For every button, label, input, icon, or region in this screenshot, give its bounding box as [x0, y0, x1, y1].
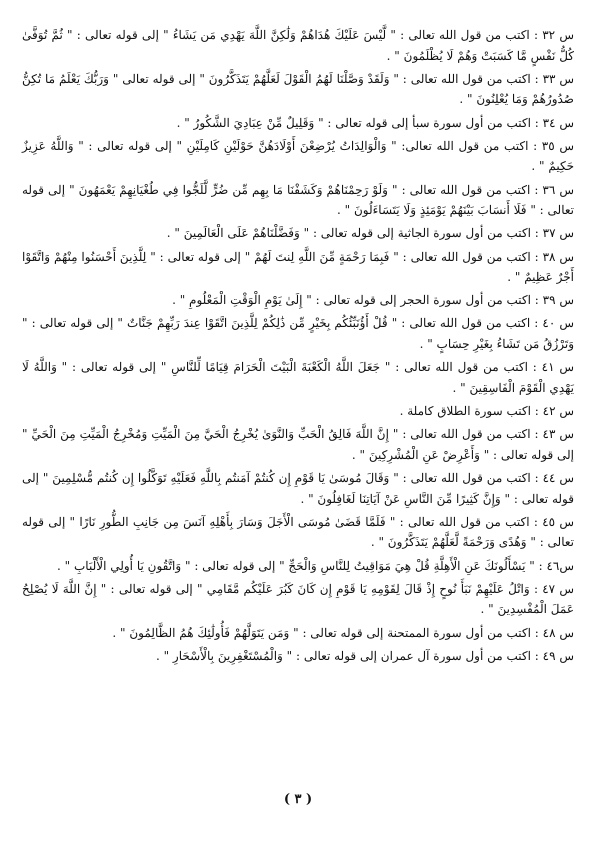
question-number: س ٤٧ :	[533, 581, 575, 596]
question-text: اكتب من قول الله تعالى: " وَالْوَالِدَاتُ يُرْضِعْنَ أَوْلَادَهُنَّ حَوْلَيْنِ كَامِلَيْنِ " إلى قوله تعالى : " وَاللَّهُ عَزِيزٌ حَكِيمٌ " .	[22, 138, 574, 174]
question-number: س ٣٩ :	[534, 293, 574, 308]
question-item	[22, 424, 574, 465]
question-number: س ٣٧ :	[534, 226, 574, 241]
question-text: اكتب من قول الله تعالى : " قُلْ أَؤُنَبِّئُكُم بِخَيْرٍ مِّن ذَٰلِكُمْ لِلَّذِينَ اتَّقَوْا عِندَ رَبِّهِمْ جَنَّاتٌ " إلى قوله تعالى : " وَتَرْزُقُ مَن تَشَاءُ بِغَيْرِ حِسَابٍ " .	[22, 316, 574, 352]
question-item	[22, 401, 574, 422]
question-text: اكتب من أول سورة الجاثية إلى قوله تعالى : " وَفَضَّلْنَاهُمْ عَلَى الْعَالَمِينَ " .	[166, 226, 531, 241]
page-number: ( ٣ )	[283, 792, 313, 807]
question-number: س ٤٣ :	[534, 427, 574, 442]
question-number: س ٤٤ :	[534, 471, 574, 485]
question-number: س ٤٩ :	[534, 648, 574, 663]
question-item	[22, 646, 574, 667]
question-text: اكتب من قول الله تعالى : " إِنَّ اللَّهَ فَالِقُ الْحَبِّ وَالنَّوَىٰ يُخْرِجُ الْحَيَّ مِنَ الْمَيِّتِ وَمُخْرِجُ الْمَيِّتِ مِنَ الْحَيِّ " إلى قوله تعالى : " وَأَعْرِضْ عَنِ الْمُشْرِكِينَ " .	[22, 427, 574, 462]
question-number: س ٣٨ :	[534, 249, 574, 264]
question-text: اكتب من قول الله تعالى : " وَلَوْ رَحِمْنَاهُمْ وَكَشَفْنَا مَا بِهِم مِّن ضُرٍّ لَّلَجُّوا فِي طُغْيَانِهِمْ يَعْمَهُونَ " إلى قوله تعالى : " فَلَا أَنسَابَ بَيْنَهُمْ يَوْمَئِذٍ وَلَا يَتَسَاءَلُونَ " .	[22, 182, 574, 218]
question-item	[22, 69, 574, 110]
question-item	[22, 136, 574, 177]
question-item	[22, 357, 574, 398]
question-number: س ٤٠ :	[534, 316, 574, 331]
question-text: اكتب من أول سورة الممتحنة إلى قوله تعالى : " وَمَن يَتَوَلَّهُمْ فَأُولَٰئِكَ هُمُ الظَّالِمُونَ " .	[112, 625, 531, 640]
question-text: اكتب من أول سورة سبأ إلى قوله تعالى : " وَقَلِيلٌ مِّنْ عِبَادِيَ الشَّكُورُ " .	[176, 115, 531, 130]
question-text: اكتب من قول الله تعالى : " لَّيْسَ عَلَيْكَ هُدَاهُمْ وَلَٰكِنَّ اللَّهَ يَهْدِي مَن يَشَاءُ " إلى قوله تعالى : " ثُمَّ تُوَفَّىٰ كُلُّ نَفْسٍ مَّا كَسَبَتْ وَهُمْ لَا يُظْلَمُونَ " .	[22, 28, 574, 63]
question-number: س ٣٢ :	[533, 28, 574, 42]
question-text: اكتب من قول الله تعالى : " وَلَقَدْ وَصَّلْنَا لَهُمُ الْقَوْلَ لَعَلَّهُمْ يَتَذَكَّرُونَ " إلى قوله تعالى " وَرَبُّكَ يَعْلَمُ مَا تُكِنُّ صُدُورُهُمْ وَمَا يُعْلِنُونَ " .	[22, 71, 574, 107]
question-item	[22, 556, 574, 577]
question-text: اكتب من قول الله تعالى : " وَقَالَ مُوسَىٰ يَا قَوْمِ إِن كُنتُمْ آمَنتُم بِاللَّهِ فَعَلَيْهِ تَوَكَّلُوا إِن كُنتُم مُّسْلِمِينَ " إلى قوله تعالى : " وَإِنَّ كَثِيرًا مِّنَ النَّاسِ عَنْ آيَاتِنَا لَغَافِلُونَ " .	[22, 471, 574, 506]
question-number: س ٤٥ :	[533, 514, 574, 529]
question-text: اكتب من قول الله تعالى : " جَعَلَ اللَّهُ الْكَعْبَةَ الْبَيْتَ الْحَرَامَ قِيَامًا لِّلنَّاسِ " إلى قوله تعالى : " وَاللَّهُ لَا يَهْدِي الْقَوْمَ الْفَاسِقِينَ " .	[22, 360, 574, 395]
question-item	[22, 247, 574, 288]
question-number: س ٣٦ :	[534, 182, 574, 197]
question-item	[22, 579, 574, 620]
question-text: اكتب من أول سورة الحجر إلى قوله تعالى : " إِلَىٰ يَوْمِ الْوَقْتِ الْمَعْلُومِ " .	[172, 293, 531, 308]
question-number: س٤٦ :	[538, 558, 574, 573]
question-item	[22, 468, 574, 509]
question-text: اكتب سورة الطلاق كاملة .	[399, 404, 531, 419]
question-item	[22, 290, 574, 311]
question-number: س ٤١ :	[532, 360, 574, 375]
question-item	[22, 25, 574, 66]
question-item	[22, 113, 574, 134]
question-number: س ٤٢ :	[534, 404, 574, 419]
question-item	[22, 180, 574, 221]
question-text: " يَسْأَلُونَكَ عَنِ الْأَهِلَّةِ قُلْ هِيَ مَوَاقِيتُ لِلنَّاسِ وَالْحَجِّ " إلى قوله تعالى : " وَاتَّقُونِ يَا أُولِي الْأَلْبَابِ " .	[57, 558, 535, 573]
question-number: س ٤٨ :	[534, 625, 574, 640]
question-text: اكتب من قول الله تعالى : " فَلَمَّا قَضَىٰ مُوسَى الْأَجَلَ وَسَارَ بِأَهْلِهِ آنَسَ مِن جَانِبِ الطُّورِ نَارًا " إلى قوله تعالى : " وَهُدًى وَرَحْمَةً لَّعَلَّهُمْ يَتَذَكَّرُونَ " .	[22, 514, 574, 550]
question-number: س ٣٤ :	[534, 115, 574, 130]
question-item	[22, 512, 574, 553]
question-number: س ٣٣ :	[534, 71, 574, 86]
question-number: س ٣٥ :	[533, 138, 574, 153]
question-text: اكتب من قول الله تعالى : " فَبِمَا رَحْمَةٍ مِّنَ اللَّهِ لِنتَ لَهُمْ " إلى قوله تعالى : " لِلَّذِينَ أَحْسَنُوا مِنْهُمْ وَاتَّقَوْا أَجْرٌ عَظِيمٌ " .	[22, 249, 574, 285]
question-item	[22, 223, 574, 244]
question-text: اكتب من أول سورة آل عمران إلى قوله تعالى : " وَالْمُسْتَغْفِرِينَ بِالْأَسْحَارِ " .	[155, 648, 531, 663]
question-item	[22, 623, 574, 644]
question-item	[22, 313, 574, 354]
question-text: وَاتْلُ عَلَيْهِمْ نَبَأَ نُوحٍ إِذْ قَالَ لِقَوْمِهِ يَا قَوْمِ إِن كَانَ كَبُرَ عَلَيْكُم مَّقَامِي " إلى قوله تعالى : " إِنَّ اللَّهَ لَا يُصْلِحُ عَمَلَ الْمُفْسِدِينَ " .	[22, 581, 574, 617]
